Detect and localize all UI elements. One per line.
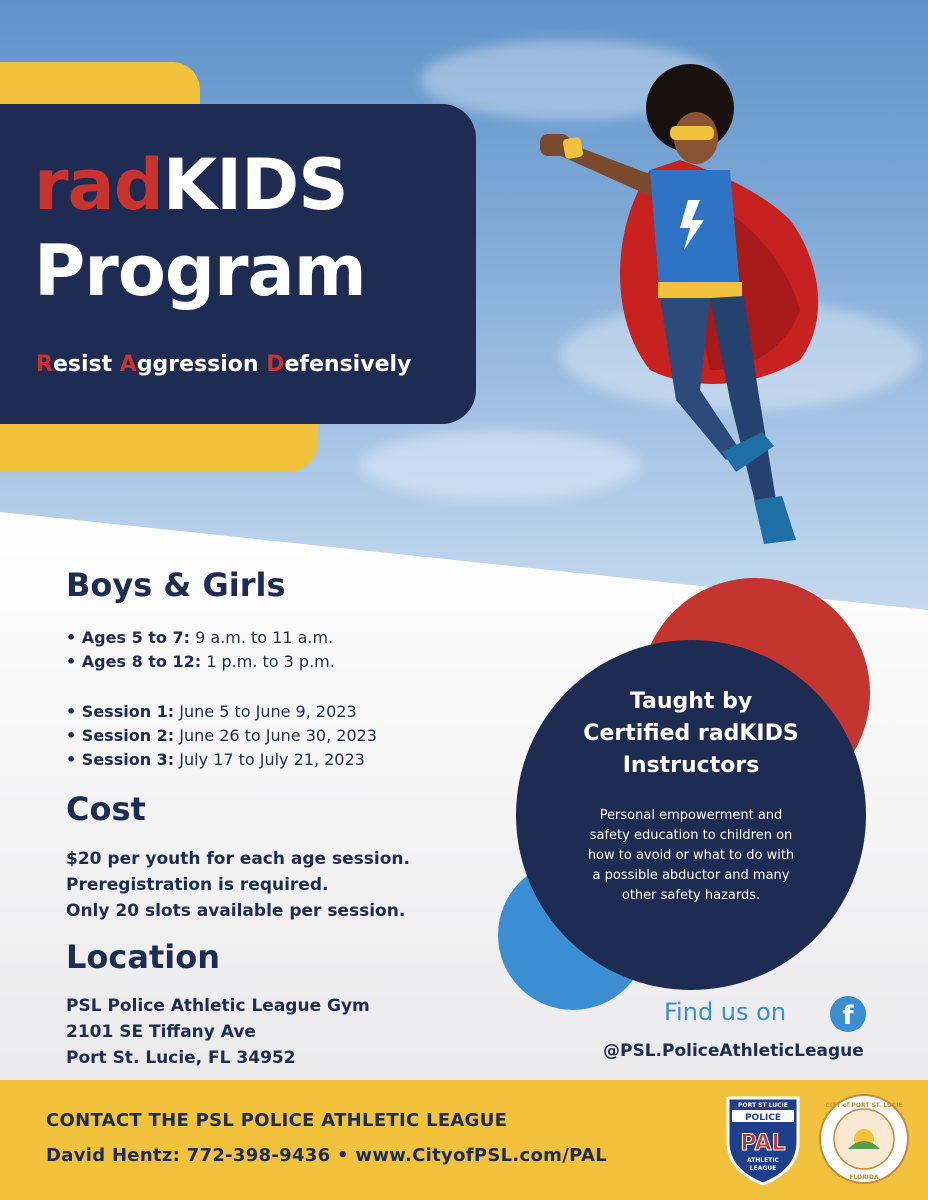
pal-badge-logo bbox=[722, 1092, 804, 1186]
list-item: • Ages 5 to 7: 9 a.m. to 11 a.m. bbox=[66, 628, 334, 647]
find-us-text: Find us on bbox=[664, 998, 787, 1026]
sessions-list bbox=[66, 700, 377, 772]
svg-text:ATHLETIC: ATHLETIC bbox=[747, 1157, 779, 1164]
list-item: • Session 2: June 26 to June 30, 2023 bbox=[66, 726, 377, 745]
svg-text:PAL: PAL bbox=[740, 1131, 786, 1156]
cost-heading: Cost bbox=[66, 790, 146, 828]
city-seal-logo bbox=[818, 1093, 910, 1185]
boys-girls-heading: Boys & Girls bbox=[66, 566, 286, 604]
facebook-icon[interactable]: f bbox=[830, 996, 866, 1032]
title-radkids: radKIDS bbox=[34, 144, 348, 226]
taught-by-heading: Taught by Certified radKIDS Instructors bbox=[583, 689, 799, 778]
contact-heading: CONTACT THE PSL POLICE ATHLETIC LEAGUE bbox=[46, 1110, 508, 1131]
location-address: PSL Police Athletic League Gym 2101 SE Tiffany Ave Port St. Lucie, FL 34952 bbox=[66, 996, 370, 1068]
list-item: • Session 3: July 17 to July 21, 2023 bbox=[66, 750, 365, 769]
list-item: • Session 1: June 5 to June 9, 2023 bbox=[66, 702, 357, 721]
taught-description: Personal empowerment and safety education to children on how to avoid or what to do with a possible abductor and many other safety hazards. bbox=[587, 808, 795, 903]
cost-details: $20 per youth for each age session. Preregistration is required. Only 20 slots available per session. bbox=[66, 849, 410, 921]
ages-list bbox=[66, 626, 335, 674]
svg-text:POLICE: POLICE bbox=[744, 1113, 782, 1123]
list-item: • Ages 8 to 12: 1 p.m. to 3 p.m. bbox=[66, 652, 335, 671]
tagline: Resist Aggression Defensively bbox=[36, 352, 412, 377]
facebook-handle-link[interactable]: @PSL.PoliceAthleticLeague bbox=[603, 1041, 864, 1061]
location-heading: Location bbox=[66, 938, 220, 976]
contact-line: David Hentz: 772-398-9436 • www.CityofPSL.com/PAL bbox=[46, 1145, 607, 1166]
title-program: Program bbox=[34, 230, 366, 312]
svg-text:CITY of PORT ST. LUCIE: CITY of PORT ST. LUCIE bbox=[825, 1102, 903, 1109]
superhero-kid-image bbox=[500, 60, 840, 580]
svg-text:FLORIDA: FLORIDA bbox=[849, 1174, 879, 1181]
svg-text:LEAGUE: LEAGUE bbox=[749, 1165, 777, 1172]
svg-text:PORT ST LUCIE: PORT ST LUCIE bbox=[738, 1102, 788, 1109]
